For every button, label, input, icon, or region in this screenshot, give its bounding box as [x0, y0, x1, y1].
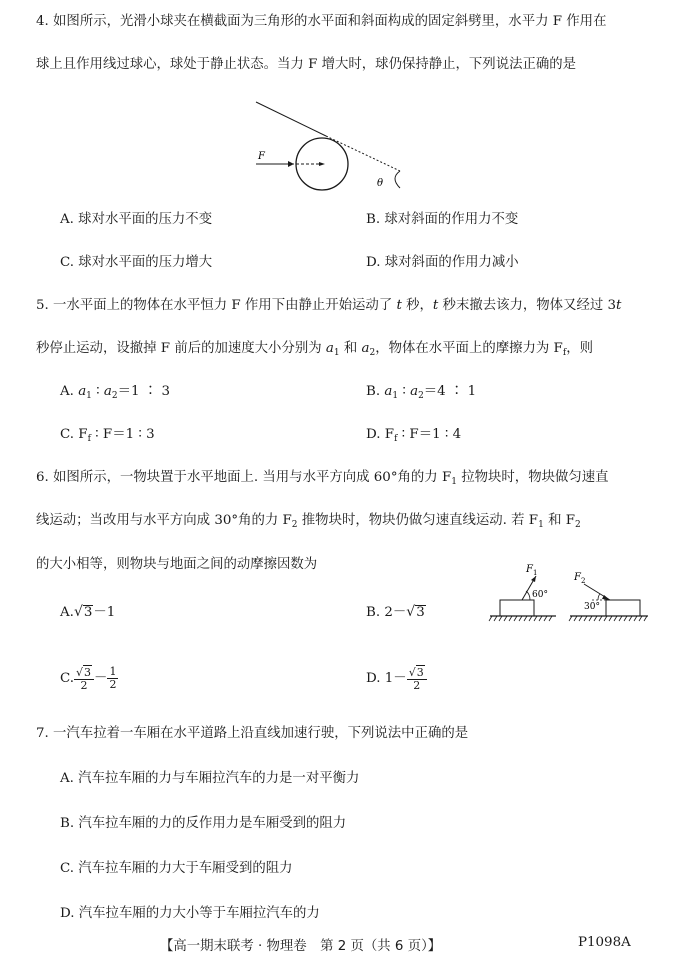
q6-block-left: [500, 600, 534, 616]
q5-option-d: D. $F_f$ ∶ F＝1 ∶ 4: [366, 427, 462, 444]
q4-stem-line1: 4. 如图所示，光滑小球夹在横截面为三角形的水平面和斜面构成的固定斜劈里，水平力 F 作用在: [36, 14, 607, 29]
q4-option-a: A. 球对水平面的压力不变: [60, 212, 213, 227]
q6-fig-F2-label: $F_2$: [574, 572, 586, 585]
q6-fig-30-label: 30°: [584, 602, 600, 612]
sqrt-icon: √: [73, 604, 83, 620]
q6-option-c: C. $\frac{√3}{2}$ － $\frac{1}{2}$: [60, 665, 117, 692]
q7-option-b: B. 汽车拉车厢的力的反作用力是车厢受到的阻力: [60, 816, 347, 831]
q6-ground-left-hatch: [489, 616, 552, 621]
q4-option-b: B. 球对斜面的作用力不变: [366, 212, 519, 227]
q4-fig-theta-label: θ: [377, 178, 384, 189]
q4-incline-dotted: [326, 136, 400, 171]
page-footer: 【高一期末联考 · 物理卷 第 2 页（共 6 页）】: [160, 939, 442, 954]
q6-block-right: [606, 600, 640, 616]
q4-option-c: C. 球对水平面的压力增大: [60, 255, 213, 270]
q6-fig-60-label: 60°: [532, 590, 548, 600]
q4-angle-arc: [395, 171, 400, 188]
sqrt-icon: √: [76, 666, 84, 679]
sqrt-icon: √: [408, 666, 416, 679]
q4-force-arrowhead: [288, 161, 294, 167]
q6-figure-blocks: [488, 558, 658, 628]
q6-option-a: A.√3－1: [60, 604, 116, 620]
q6-option-b: B. 2－√3: [366, 604, 425, 620]
q5-option-a: A. $a_1$ ∶ $a_2=1$ ∶ 3: [60, 384, 170, 401]
q4-center-arrowhead: [319, 162, 325, 166]
q6-ground-right-hatch: [569, 616, 647, 621]
q7-stem: 7. 一汽车拉着一车厢在水平道路上沿直线加速行驶，下列说法中正确的是: [36, 726, 469, 741]
q4-option-d: D. 球对斜面的作用力减小: [366, 255, 519, 270]
q4-stem-line2: 球上且作用线过球心，球处于静止状态。当力 F 增大时，球仍保持静止，下列说法正确的是: [36, 57, 577, 72]
q5-option-c: C. $F_f$ ∶ F＝1 ∶ 3: [60, 427, 155, 444]
q6-fig-F1-label: $F_1$: [526, 564, 538, 577]
q4-figure-ball-wedge: [250, 96, 430, 196]
q7-option-a: A. 汽车拉车厢的力与车厢拉汽车的力是一对平衡力: [60, 771, 360, 786]
q7-option-d: D. 汽车拉车厢的力大小等于车厢拉汽车的力: [60, 906, 320, 921]
q6-angle30-arc: [598, 594, 600, 600]
q6-stem-line1: 6. 如图所示，一物块置于水平地面上. 当用与水平方向成 60°角的力 $F_1$ 拉物块时，物块做匀速直: [36, 470, 609, 487]
sqrt-icon: √: [406, 604, 416, 620]
q6-option-d: D. 1－ $\frac{√3}{2}$: [366, 664, 427, 694]
q4-fig-F-label: F: [258, 151, 265, 162]
paper-code: P1098A: [578, 935, 631, 950]
q7-option-c: C. 汽车拉车厢的力大于车厢受到的阻力: [60, 861, 293, 876]
q6-stem-line2: 线运动；当改用与水平方向成 30°角的力 $F_2$ 推物块时，物块仍做匀速直线运动. 若 $F_1$ 和 $F_2$: [36, 513, 581, 530]
q6-stem-line3: 的大小相等，则物块与地面之间的动摩擦因数为: [36, 557, 318, 572]
q5-option-b: B. $a_1$ ∶ $a_2=4$ ∶ 1: [366, 384, 477, 401]
q4-incline-line: [256, 102, 326, 136]
q5-stem-line1: 5. 一水平面上的物体在水平恒力 F 作用下由静止开始运动了 t 秒，t 秒末撤去该力，物体又经过 3t: [36, 298, 622, 313]
q5-stem-line2: 秒停止运动，设撤掉 F 前后的加速度大小分别为 $a_1$ 和 $a_2$，物体在水平面上的摩擦力为 $F_f$，则: [36, 341, 593, 358]
